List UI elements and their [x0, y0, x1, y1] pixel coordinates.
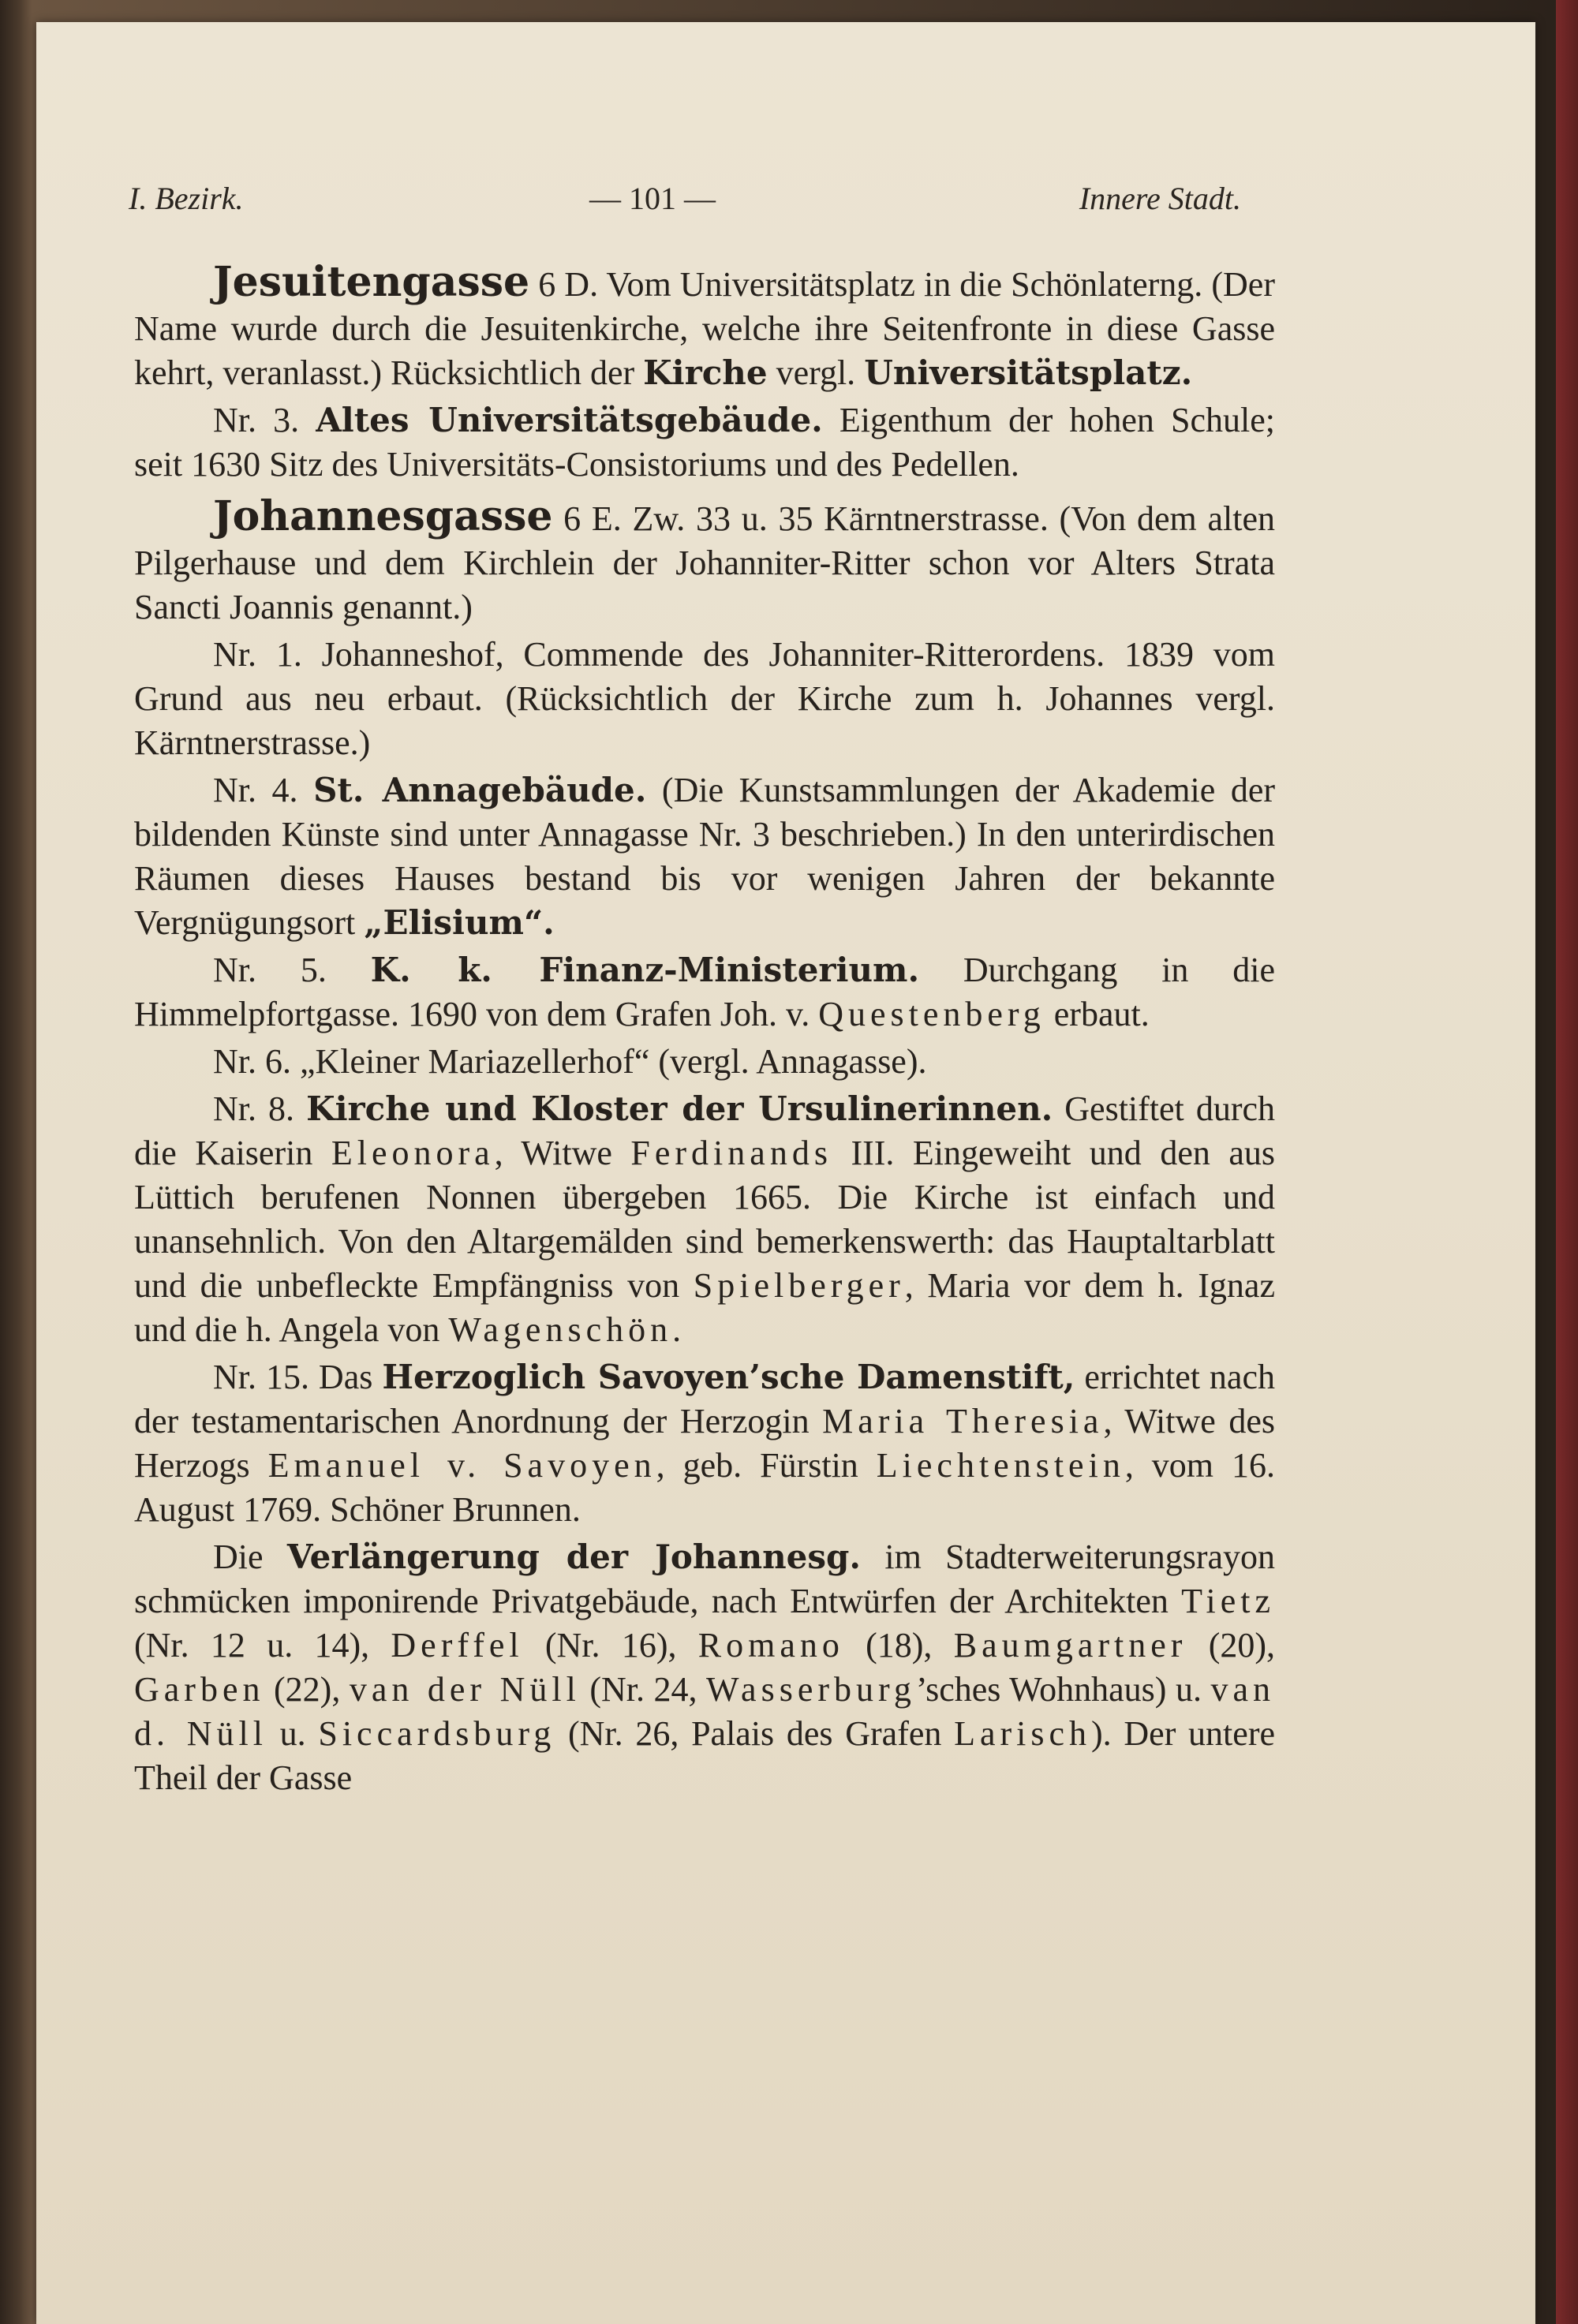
paragraph-text: , Maria vor dem h. Ignaz und die h. Angela von: [134, 1266, 1275, 1349]
paragraph-text: , vom 16. August 1769. Schöner Brunnen.: [134, 1446, 1275, 1529]
spaced-name: van der Nüll: [349, 1670, 581, 1709]
spaced-name: Ferdinands: [630, 1134, 832, 1172]
paragraph-nr1: Nr. 1. Johanneshof, Commende des Johanniter-Ritterordens. 1839 vom Grund aus neu erbaut. (Rücksichtlich der Kirche zum h. Johannes vergl. Kärntnerstrasse.): [134, 635, 1275, 762]
paragraph-nr3: [134, 398, 1275, 487]
page-edge: [1556, 0, 1578, 2324]
paragraph-text: III. Eingeweiht und den aus Lüttich berufenen Nonnen übergeben 1665. Die Kirche ist einfach und unansehnlich. Von den Altargemälden sind bemerkenswerth: das Hauptaltarblatt und die unbefleckte Empfängniss von: [134, 1134, 1276, 1305]
paragraph-text: , Witwe des Herzogs: [134, 1402, 1275, 1485]
paragraph-text: erbaut.: [1045, 995, 1150, 1033]
paragraph-text: (Nr. 16),: [523, 1626, 698, 1665]
paragraph-nr6: Nr. 6. „Kleiner Mariazellerhof“ (vergl. Annagasse).: [213, 1042, 927, 1081]
paragraph-text: (20),: [1187, 1626, 1275, 1665]
spaced-name: Eleonora: [331, 1134, 495, 1172]
paragraph-text: Nr. 5.: [213, 951, 371, 989]
paragraph-text: Nr. 3.: [213, 401, 316, 439]
spaced-name: Questenberg: [818, 995, 1045, 1033]
paragraph-text: (Die Kunstsammlungen der Akademie der bildenden Künste sind unter Annagasse Nr. 3 beschrieben.) In den unterirdischen Räumen dieses Hauses bestand bis vor wenigen Jahren der bekannte Vergnügungsort: [134, 771, 1275, 942]
page-body: [134, 260, 1275, 1803]
spaced-name: Emanuel v. Savoyen: [267, 1446, 656, 1485]
entry-johannesgasse: [134, 492, 1275, 630]
paragraph-text: ’sches Wohnhaus) u.: [915, 1670, 1211, 1709]
spaced-name: Spielberger: [693, 1266, 905, 1305]
entry-text: 6 E. Zw. 33 u. 35 Kärntnerstrasse. (Von dem alten Pilgerhause und dem Kirchlein der Johanniter-Ritter schon vor Alters Strata Sancti Joannis genannt.): [134, 499, 1275, 626]
paragraph-text: errichtet nach der testamentarischen Anordnung der Herzogin: [134, 1358, 1275, 1440]
spaced-name: Romano: [697, 1626, 844, 1665]
entry-text: vergl.: [767, 353, 865, 392]
paragraph-text: (Nr. 24,: [580, 1670, 707, 1709]
paragraph-text: Nr. 8.: [213, 1089, 307, 1128]
spaced-name: Liechtenstein: [876, 1446, 1125, 1485]
entry-jesuitengasse: [134, 260, 1275, 395]
paragraph-text: .: [672, 1310, 682, 1349]
spaced-name: van d. Nüll: [134, 1670, 1276, 1753]
entry-text: 6 D. Vom Universitätsplatz in die Schönlaterng. (Der Name wurde durch die Jesuitenkirche, welche ihre Seitenfronte in diese Gasse kehrt, veranlasst.) Rücksichtlich der: [134, 265, 1275, 392]
bold-term: Kirche: [643, 353, 768, 392]
header-district: I. Bezirk.: [129, 181, 244, 216]
paragraph-text: Nr. 15. Das: [213, 1358, 383, 1396]
paragraph-text: im Stadterweiterungsrayon schmücken imponirende Privatgebäude, nach Entwürfen der Architekten: [134, 1538, 1276, 1620]
spaced-name: Wagenschön: [448, 1310, 673, 1349]
paragraph-text: (18),: [843, 1626, 954, 1665]
bold-term: „Elisium“.: [364, 903, 555, 942]
paragraph-text: u.: [267, 1714, 319, 1753]
paragraph-text: ). Der untere Theil der Gasse: [134, 1714, 1275, 1797]
paragraph-text: (Nr. 12 u. 14),: [134, 1626, 391, 1665]
paragraph-extension: [134, 1535, 1275, 1800]
paragraph-text: (22),: [264, 1670, 350, 1709]
header-section: Innere Stadt.: [1079, 181, 1241, 216]
spaced-name: Larisch: [954, 1714, 1092, 1753]
paragraph-text: , geb. Fürstin: [656, 1446, 877, 1485]
paragraph-text: Die: [213, 1538, 287, 1576]
paragraph-text: (Nr. 26, Palais des Grafen: [555, 1714, 955, 1753]
paragraph-nr8: [134, 1087, 1275, 1352]
paragraph-text: , Witwe: [494, 1134, 631, 1172]
paragraph-nr15: [134, 1355, 1275, 1532]
paragraph-text: Gestiftet durch die Kaiserin: [134, 1089, 1275, 1172]
bold-term: Herzoglich Savoyen’sche Damenstift,: [382, 1358, 1075, 1396]
spaced-name: Baumgartner: [953, 1626, 1187, 1665]
paragraph-text: Eigenthum der hohen Schule; seit 1630 Sitz des Universitäts-Consistoriums und des Pedellen.: [134, 401, 1276, 484]
spaced-name: Siccardsburg: [318, 1714, 556, 1753]
bold-term: Kirche und Kloster der Ursulinerinnen.: [306, 1089, 1053, 1128]
paragraph-nr5: [134, 948, 1275, 1037]
paragraph-nr4: [134, 768, 1275, 945]
bold-term: K. k. Finanz-Ministerium.: [370, 951, 920, 989]
spaced-name: Maria Theresia: [822, 1402, 1104, 1440]
paragraph-text: Durchgang in die Himmelpfortgasse. 1690 von dem Grafen Joh. v.: [134, 951, 1276, 1033]
spaced-name: Garben: [134, 1670, 265, 1709]
bold-term: St. Annagebäude.: [313, 771, 647, 809]
spaced-name: Tietz: [1181, 1582, 1275, 1620]
bold-term: Verlängerung der Johannesg.: [286, 1538, 862, 1576]
paragraph-text: Nr. 4.: [213, 771, 314, 809]
spaced-name: Derffel: [391, 1626, 524, 1665]
bold-term: Universitätsplatz.: [864, 353, 1193, 392]
spaced-name: Wasserburg: [706, 1670, 916, 1709]
entry-title: Johannesgasse: [213, 492, 553, 540]
bold-term: Altes Universitätsgebäude.: [316, 401, 823, 439]
entry-title: Jesuitengasse: [213, 258, 530, 306]
page-number: — 101 —: [589, 181, 716, 216]
